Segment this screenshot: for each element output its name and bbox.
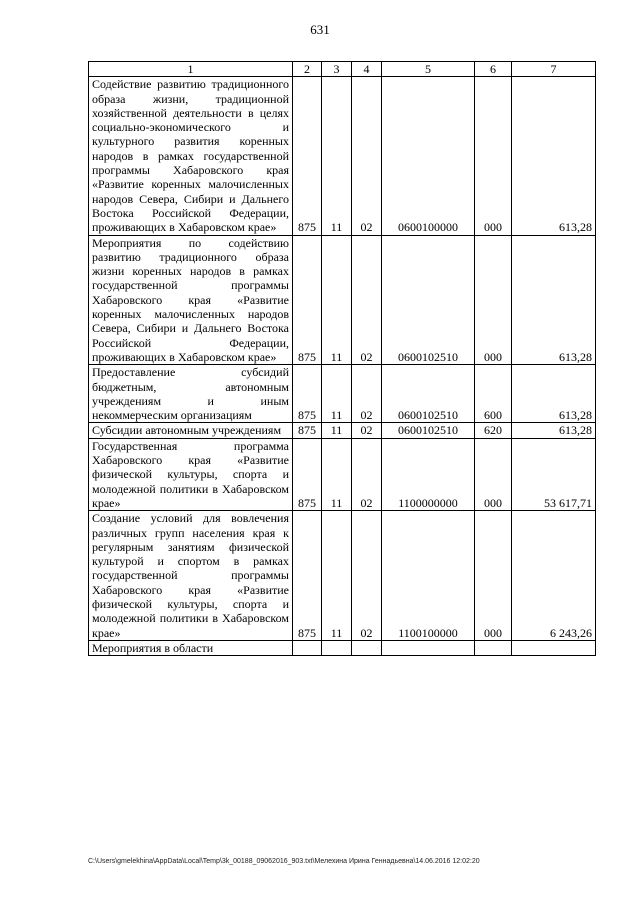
row-amount: 613,28 — [512, 77, 596, 235]
row-code-5: 0600102510 — [382, 423, 475, 438]
row-code-6: 000 — [475, 235, 512, 365]
table-row — [89, 511, 596, 641]
row-code-3: 11 — [322, 235, 352, 365]
table-row — [89, 235, 596, 365]
row-code-5: 0600102510 — [382, 235, 475, 365]
budget-table — [88, 61, 596, 656]
row-code-4: 02 — [352, 235, 382, 365]
table-row — [89, 438, 596, 510]
row-code-2: 875 — [293, 438, 322, 510]
row-code-3: 11 — [322, 77, 352, 235]
col-header-5: 5 — [382, 62, 475, 77]
table-row-partial — [89, 640, 596, 655]
row-name: Государственная программа Хабаровского края «Развитие физической культуры, спорта и молодежной политики в Хабаровском крае» — [89, 438, 293, 510]
row-code-5: 0600100000 — [382, 77, 475, 235]
col-header-6: 6 — [475, 62, 512, 77]
row-code-4 — [352, 640, 382, 655]
col-header-1: 1 — [89, 62, 293, 77]
col-header-2: 2 — [293, 62, 322, 77]
row-code-4: 02 — [352, 423, 382, 438]
row-code-4: 02 — [352, 511, 382, 641]
row-amount: 53 617,71 — [512, 438, 596, 510]
row-code-3 — [322, 640, 352, 655]
row-name: Мероприятия по содействию развитию традиционного образа жизни коренных народов в рамках государственной программы Хабаровского края «Развитие коренных малочисленных народов Севера, Сибири и Дальнего Востока Российской Федерации, проживающих в Хабаровском крае» — [89, 235, 293, 365]
row-code-2: 875 — [293, 235, 322, 365]
row-name: Предоставление субсидий бюджетным, автономным учреждениям и иным некоммерческим организациям — [89, 365, 293, 423]
file-path-footer: C:\Users\gmelekhina\AppData\Local\Temp\3k_00188_09062016_903.txt\Мелехина Ирина Геннадьевна\14.06.2016 12:02:20 — [88, 858, 480, 865]
table-row — [89, 423, 596, 438]
col-header-7: 7 — [512, 62, 596, 77]
row-name: Субсидии автономным учреждениям — [89, 423, 293, 438]
row-code-2: 875 — [293, 511, 322, 641]
row-code-4: 02 — [352, 77, 382, 235]
row-amount: 6 243,26 — [512, 511, 596, 641]
row-code-3: 11 — [322, 511, 352, 641]
row-code-4: 02 — [352, 365, 382, 423]
row-code-2 — [293, 640, 322, 655]
row-code-5: 1100100000 — [382, 511, 475, 641]
row-code-6: 000 — [475, 77, 512, 235]
row-code-5 — [382, 640, 475, 655]
row-name: Мероприятия в области — [89, 640, 293, 655]
table-row — [89, 77, 596, 235]
row-code-2: 875 — [293, 365, 322, 423]
row-code-6: 000 — [475, 438, 512, 510]
row-code-2: 875 — [293, 423, 322, 438]
row-code-6: 620 — [475, 423, 512, 438]
col-header-3: 3 — [322, 62, 352, 77]
page-number: 631 — [310, 22, 330, 37]
row-code-6: 000 — [475, 511, 512, 641]
row-amount: 613,28 — [512, 423, 596, 438]
table-row — [89, 365, 596, 423]
row-amount: 613,28 — [512, 235, 596, 365]
row-code-3: 11 — [322, 423, 352, 438]
row-code-5: 0600102510 — [382, 365, 475, 423]
row-code-6: 600 — [475, 365, 512, 423]
row-code-6 — [475, 640, 512, 655]
row-code-2: 875 — [293, 77, 322, 235]
row-amount: 613,28 — [512, 365, 596, 423]
row-name: Содействие развитию традиционного образа жизни, традиционной хозяйственной деятельности в целях социально-экономического и культурного развития коренных народов в рамках государственной программы Хабаровского края «Развитие коренных малочисленных народов Севера, Сибири и Дальнего Востока Российской Федерации, проживающих в Хабаровском крае» — [89, 77, 293, 235]
row-name: Создание условий для вовлечения различных групп населения края к регулярным занятиям физической культурой и спортом в рамках государственной программы Хабаровского края «Развитие физической культуры, спорта и молодежной политики в Хабаровском крае» — [89, 511, 293, 641]
row-code-3: 11 — [322, 365, 352, 423]
row-code-4: 02 — [352, 438, 382, 510]
row-code-3: 11 — [322, 438, 352, 510]
table-header-row — [89, 62, 596, 77]
row-code-5: 1100000000 — [382, 438, 475, 510]
row-amount — [512, 640, 596, 655]
col-header-4: 4 — [352, 62, 382, 77]
